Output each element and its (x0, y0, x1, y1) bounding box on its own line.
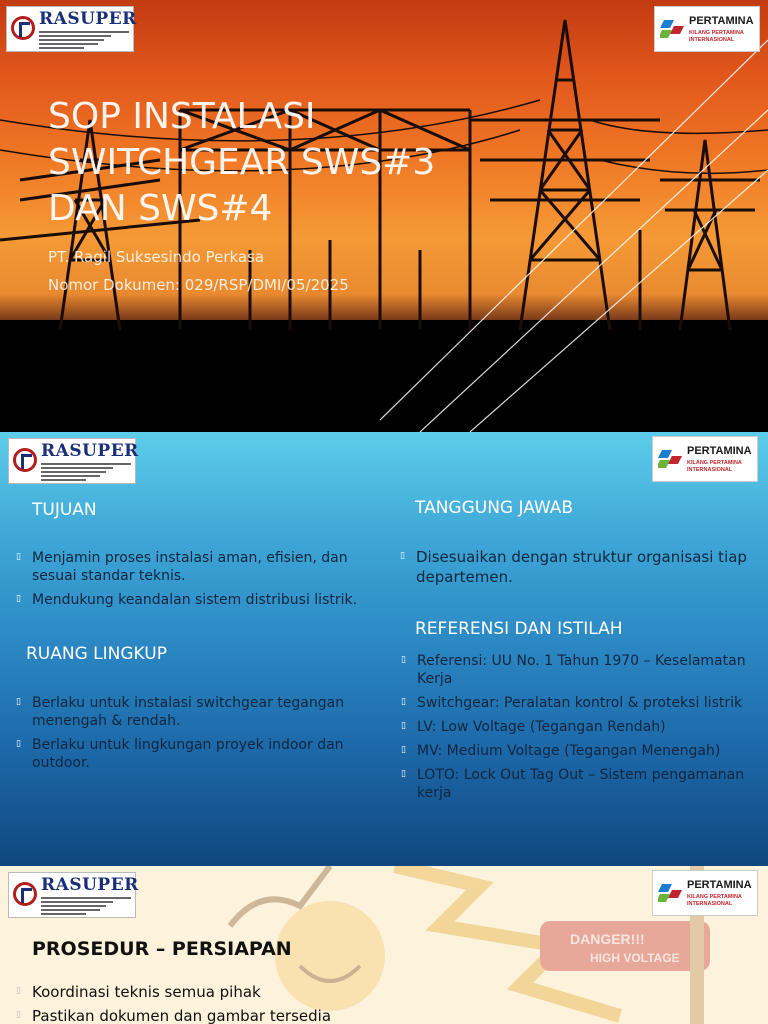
pertamina-logo (654, 6, 760, 52)
title-line-1: SOP INSTALASI (48, 96, 316, 137)
referensi-heading: REFERENSI DAN ISTILAH (415, 619, 623, 639)
scope-slide (0, 432, 768, 866)
pertamina-logo-subtext: KILANG PERTAMINA INTERNASIONAL (687, 460, 742, 473)
title-slide (0, 0, 768, 432)
prosedur-list (16, 981, 416, 1024)
pertamina-logo (652, 436, 758, 482)
rasuper-emblem-icon (13, 882, 37, 906)
high-voltage-sign-text: HIGH VOLTAGE (590, 951, 680, 965)
tanggung-jawab-heading: TANGGUNG JAWAB (415, 498, 574, 518)
list-item: ▯ Menjamin proses instalasi aman, efisien, dan sesuai standar teknis. (16, 549, 366, 585)
ruang-lingkup-heading: RUANG LINGKUP (26, 644, 167, 664)
company-name: PT. Ragil Suksesindo Perkasa (48, 248, 265, 266)
rasuper-emblem-icon (11, 16, 35, 40)
list-item: ▯ Berlaku untuk instalasi switchgear tegangan menengah & rendah. (16, 694, 366, 730)
pertamina-logo-text: PERTAMINA (687, 879, 752, 891)
rasuper-logo-text: RASUPER (41, 875, 139, 895)
list-item: ▯ Pastikan dokumen dan gambar tersedia (16, 1005, 416, 1024)
list-item: ▯ Referensi: UU No. 1 Tahun 1970 – Keselamatan Kerja (401, 652, 761, 688)
list-item: ▯ Mendukung keandalan sistem distribusi listrik. (16, 591, 366, 609)
tujuan-list (16, 549, 366, 615)
pertamina-emblem-icon (660, 18, 684, 40)
document-number: Nomor Dokumen: 029/RSP/DMI/05/2025 (48, 276, 349, 294)
rasuper-emblem-icon (13, 448, 37, 472)
rasuper-logo-text: RASUPER (41, 441, 139, 461)
rasuper-logo (8, 438, 139, 484)
list-item: ▯ LV: Low Voltage (Tegangan Rendah) (401, 718, 761, 736)
pertamina-logo-subtext: KILANG PERTAMINA INTERNASIONAL (689, 30, 744, 43)
pertamina-logo-text: PERTAMINA (687, 445, 752, 457)
list-item: ▯ MV: Medium Voltage (Tegangan Menengah) (401, 742, 761, 760)
ruang-lingkup-list (16, 694, 366, 778)
referensi-list (401, 652, 761, 808)
list-item: ▯ Disesuaikan dengan struktur organisasi tiap departemen. (400, 547, 750, 587)
list-item: ▯ Koordinasi teknis semua pihak (16, 981, 416, 1003)
danger-sign-text: DANGER!!! (570, 931, 645, 947)
rasuper-logo-text: RASUPER (39, 9, 137, 29)
tanggung-jawab-list (400, 547, 750, 593)
list-item: ▯ Berlaku untuk lingkungan proyek indoor dan outdoor. (16, 736, 366, 772)
list-item: ▯ Switchgear: Peralatan kontrol & proteksi listrik (401, 694, 761, 712)
pertamina-logo (652, 870, 758, 916)
title-line-2: SWITCHGEAR SWS#3 (48, 142, 436, 183)
procedure-slide (0, 866, 768, 1024)
tujuan-heading: TUJUAN (32, 500, 97, 520)
list-item: ▯ LOTO: Lock Out Tag Out – Sistem pengamanan kerja (401, 766, 761, 802)
pertamina-logo-subtext: KILANG PERTAMINA INTERNASIONAL (687, 894, 742, 907)
title-line-3: DAN SWS#4 (48, 188, 273, 229)
pertamina-emblem-icon (658, 448, 682, 470)
rasuper-logo (6, 6, 137, 52)
pertamina-emblem-icon (658, 882, 682, 904)
rasuper-logo (8, 872, 139, 918)
prosedur-heading: PROSEDUR – PERSIAPAN (32, 938, 292, 960)
slide-title (48, 94, 435, 232)
pertamina-logo-text: PERTAMINA (689, 15, 754, 27)
